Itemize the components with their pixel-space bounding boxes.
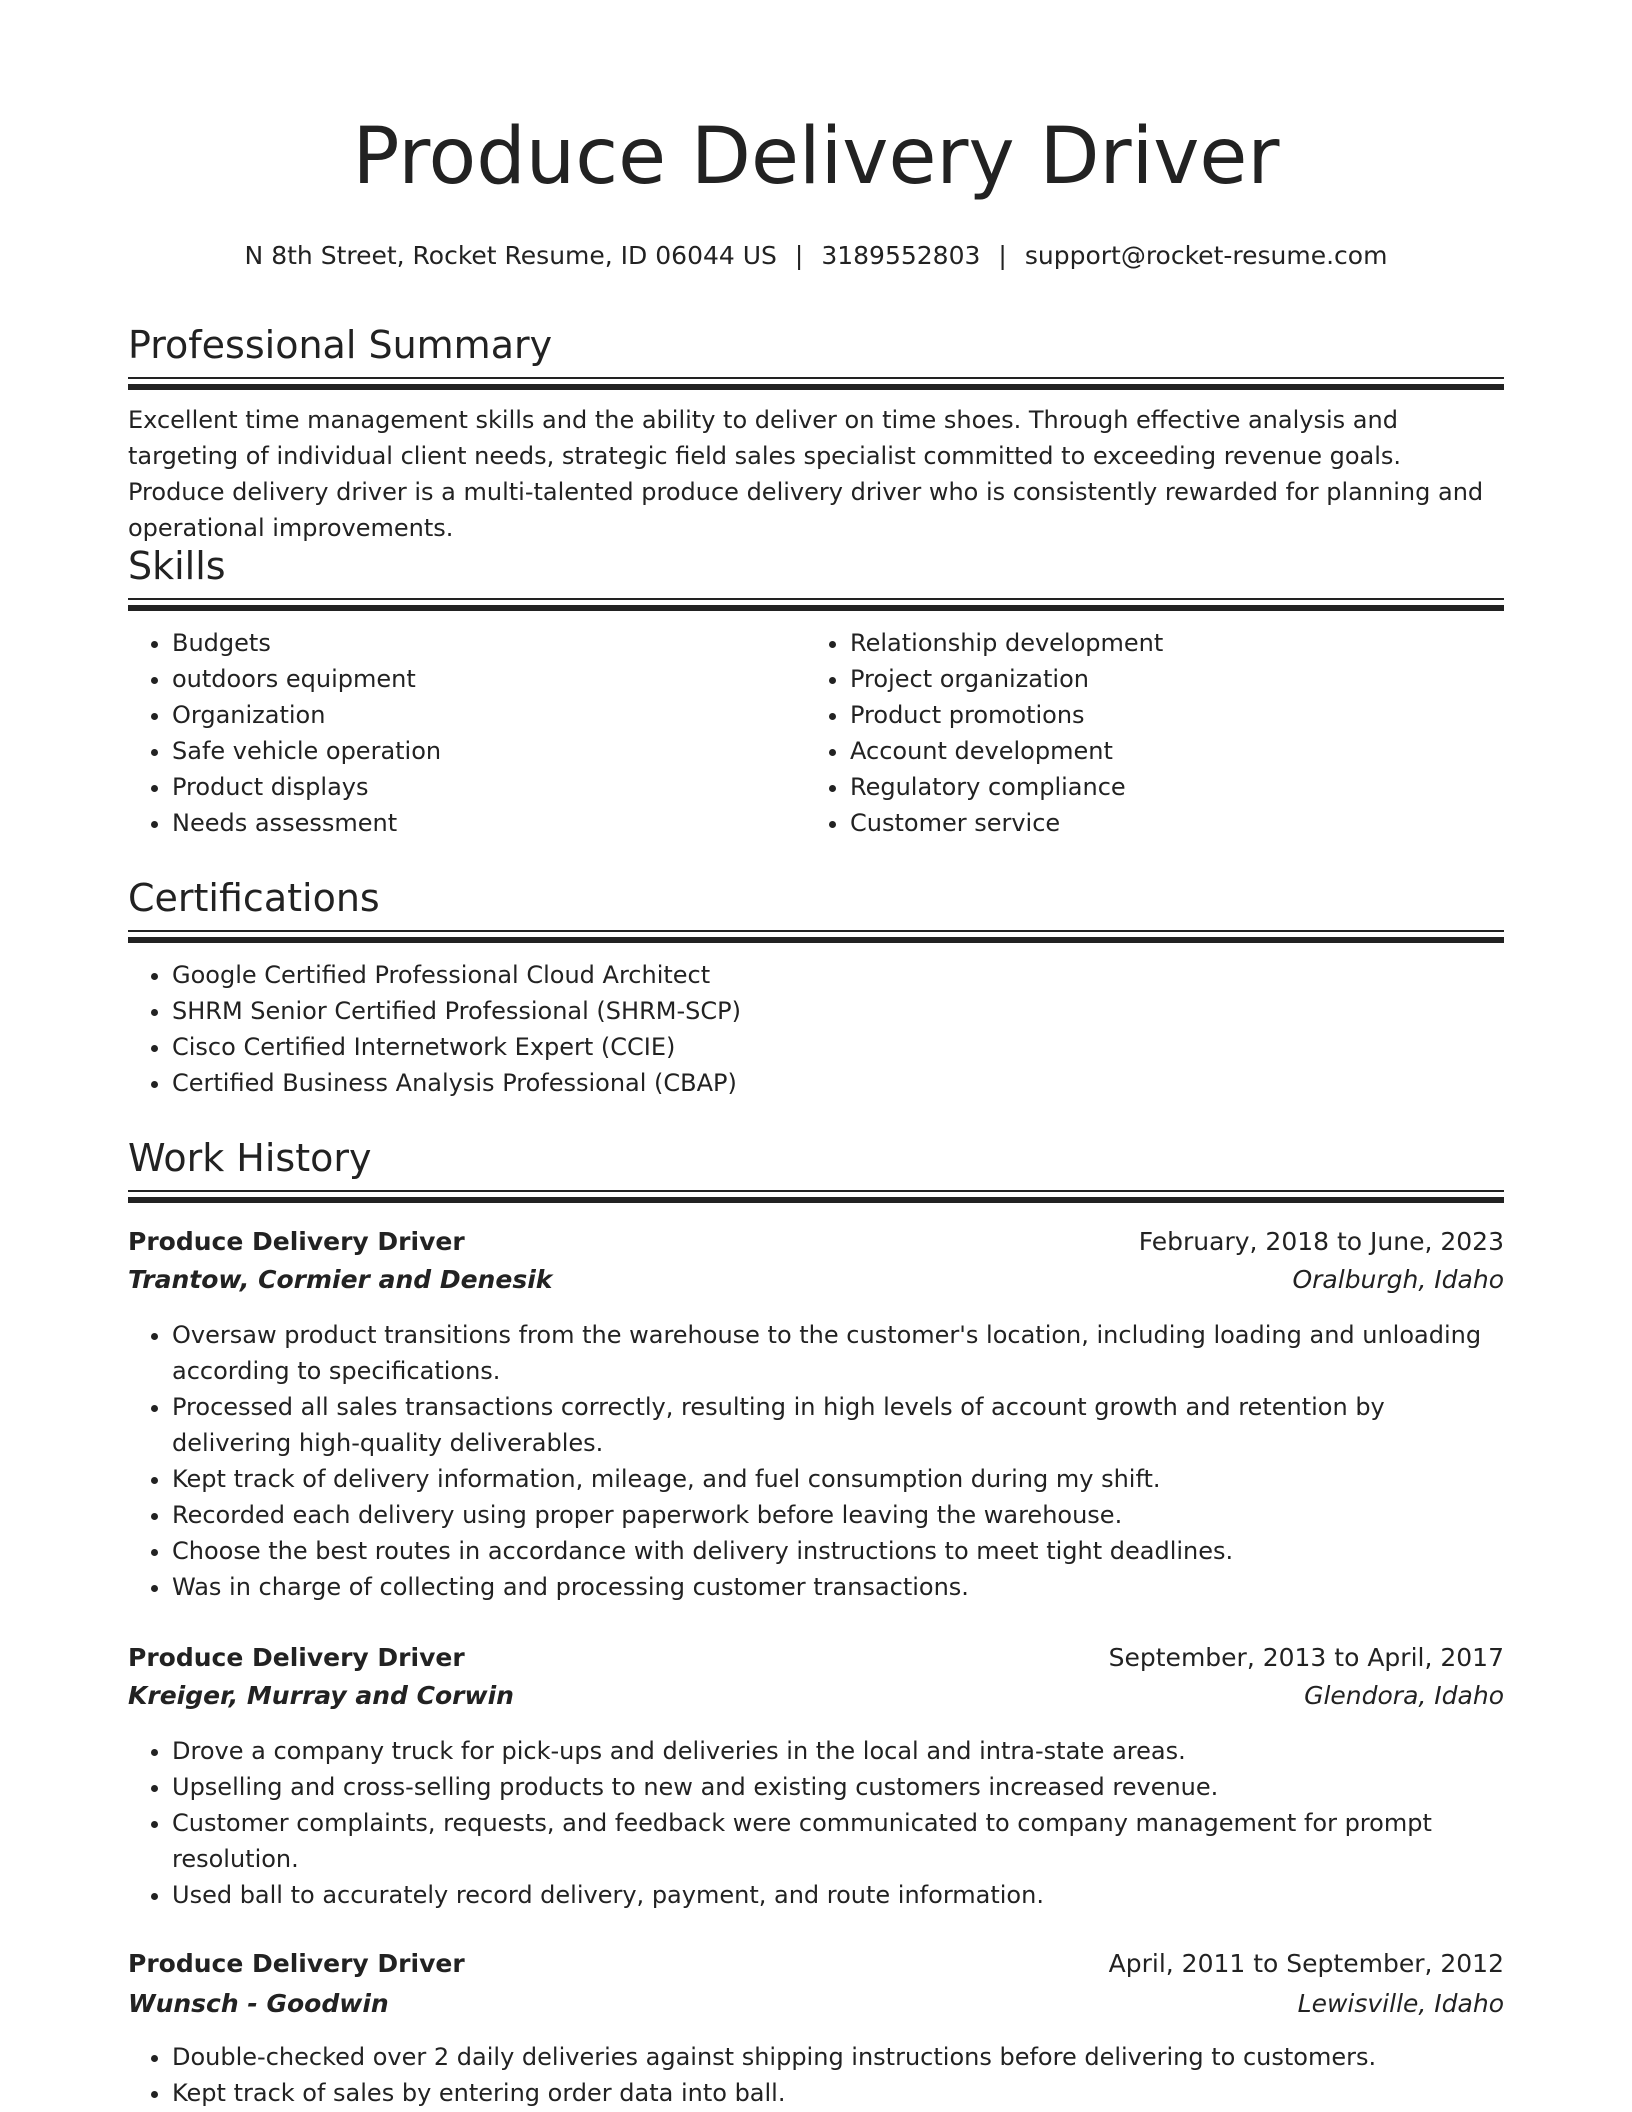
job-company: Wunsch - Goodwin: [128, 1989, 389, 2018]
job-bullet: • Used ball to accurately record delivery, payment, and route information.: [172, 1877, 1504, 1913]
contact-separator: |: [794, 241, 804, 270]
certification-item: • Cisco Certified Internetwork Expert (CCIE): [172, 1029, 1504, 1065]
skill-item: • outdoors equipment: [172, 661, 804, 697]
skills-divider: [128, 598, 1504, 612]
job-bullet: • Customer complaints, requests, and feedback were communicated to company management for prompt resolution.: [172, 1805, 1504, 1877]
certifications-heading: Certifications: [128, 876, 380, 920]
job-company: Kreiger, Murray and Corwin: [128, 1681, 514, 1710]
skill-item: • Account development: [850, 733, 1504, 769]
skills-list-right: [806, 625, 1504, 841]
job-bullets: [128, 1317, 1504, 1605]
job-bullet: • Was in charge of collecting and processing customer transactions.: [172, 1569, 1504, 1605]
job-bullet: • Kept track of delivery information, mileage, and fuel consumption during my shift.: [172, 1461, 1504, 1497]
job-title: Produce Delivery Driver: [128, 1949, 465, 1978]
job-bullets: [128, 2039, 1504, 2111]
contact-line: [128, 240, 1504, 272]
job-location: Glendora, Idaho: [1304, 1681, 1504, 1710]
job-dates: September, 2013 to April, 2017: [1108, 1643, 1504, 1672]
work-heading: Work History: [128, 1136, 372, 1180]
skills-heading: Skills: [128, 544, 226, 588]
contact-address: N 8th Street, Rocket Resume, ID 06044 US: [244, 241, 777, 270]
job-bullet: • Oversaw product transitions from the warehouse to the customer's location, including loading and unloading according to specifications.: [172, 1317, 1504, 1389]
job-location: Oralburgh, Idaho: [1292, 1265, 1504, 1294]
certifications-divider: [128, 930, 1504, 944]
skill-item: • Budgets: [172, 625, 804, 661]
job-title: Produce Delivery Driver: [128, 1643, 465, 1672]
job-bullet: • Recorded each delivery using proper paperwork before leaving the warehouse.: [172, 1497, 1504, 1533]
contact-separator: |: [998, 241, 1007, 270]
work-divider: [128, 1190, 1504, 1204]
skill-item: • Needs assessment: [172, 805, 804, 841]
skill-item: • Organization: [172, 697, 804, 733]
summary-heading: Professional Summary: [128, 323, 553, 367]
contact-phone: 3189552803: [821, 241, 981, 270]
certification-item: • Google Certified Professional Cloud Architect: [172, 957, 1504, 993]
skill-item: • Product displays: [172, 769, 804, 805]
skill-item: • Product promotions: [850, 697, 1504, 733]
job-location: Lewisville, Idaho: [1297, 1989, 1504, 2018]
summary-divider: [128, 377, 1504, 391]
job-bullet: • Upselling and cross-selling products to new and existing customers increased revenue.: [172, 1769, 1504, 1805]
job-bullet: • Processed all sales transactions correctly, resulting in high levels of account growth and retention by delivering high-quality deliverables.: [172, 1389, 1504, 1461]
skill-item: • Regulatory compliance: [850, 769, 1504, 805]
job-bullet: • Drove a company truck for pick-ups and deliveries in the local and intra-state areas.: [172, 1733, 1504, 1769]
resume-name: Produce Delivery Driver: [352, 112, 1280, 202]
job-bullet: • Double-checked over 2 daily deliveries against shipping instructions before delivering to customers.: [172, 2039, 1504, 2075]
job-bullet: • Kept track of sales by entering order data into ball.: [172, 2075, 1504, 2111]
job-dates: April, 2011 to September, 2012: [1108, 1949, 1504, 1978]
skill-item: • Customer service: [850, 805, 1504, 841]
certification-item: • SHRM Senior Certified Professional (SHRM-SCP): [172, 993, 1504, 1029]
job-bullets: [128, 1733, 1504, 1913]
skill-item: • Safe vehicle operation: [172, 733, 804, 769]
skills-list-left: [128, 625, 804, 841]
job-dates: February, 2018 to June, 2023: [1138, 1227, 1504, 1256]
skill-item: • Project organization: [850, 661, 1504, 697]
certifications-list: [128, 957, 1504, 1101]
job-bullet: • Choose the best routes in accordance with delivery instructions to meet tight deadlines.: [172, 1533, 1504, 1569]
summary-text: Excellent time management skills and the ability to deliver on time shoes. Through effective analysis and targeting of individual client needs, strategic field sales specialist committed to exceeding revenue goals. Produce delivery driver is a multi-talented produce delivery driver who is consistently rewarded for planning and operational improvements.: [128, 406, 1484, 542]
job-company: Trantow, Cormier and Denesik: [128, 1265, 553, 1294]
skill-item: • Relationship development: [850, 625, 1504, 661]
job-title: Produce Delivery Driver: [128, 1227, 465, 1256]
contact-email: support@rocket-resume.com: [1024, 241, 1388, 270]
certification-item: • Certified Business Analysis Professional (CBAP): [172, 1065, 1504, 1101]
